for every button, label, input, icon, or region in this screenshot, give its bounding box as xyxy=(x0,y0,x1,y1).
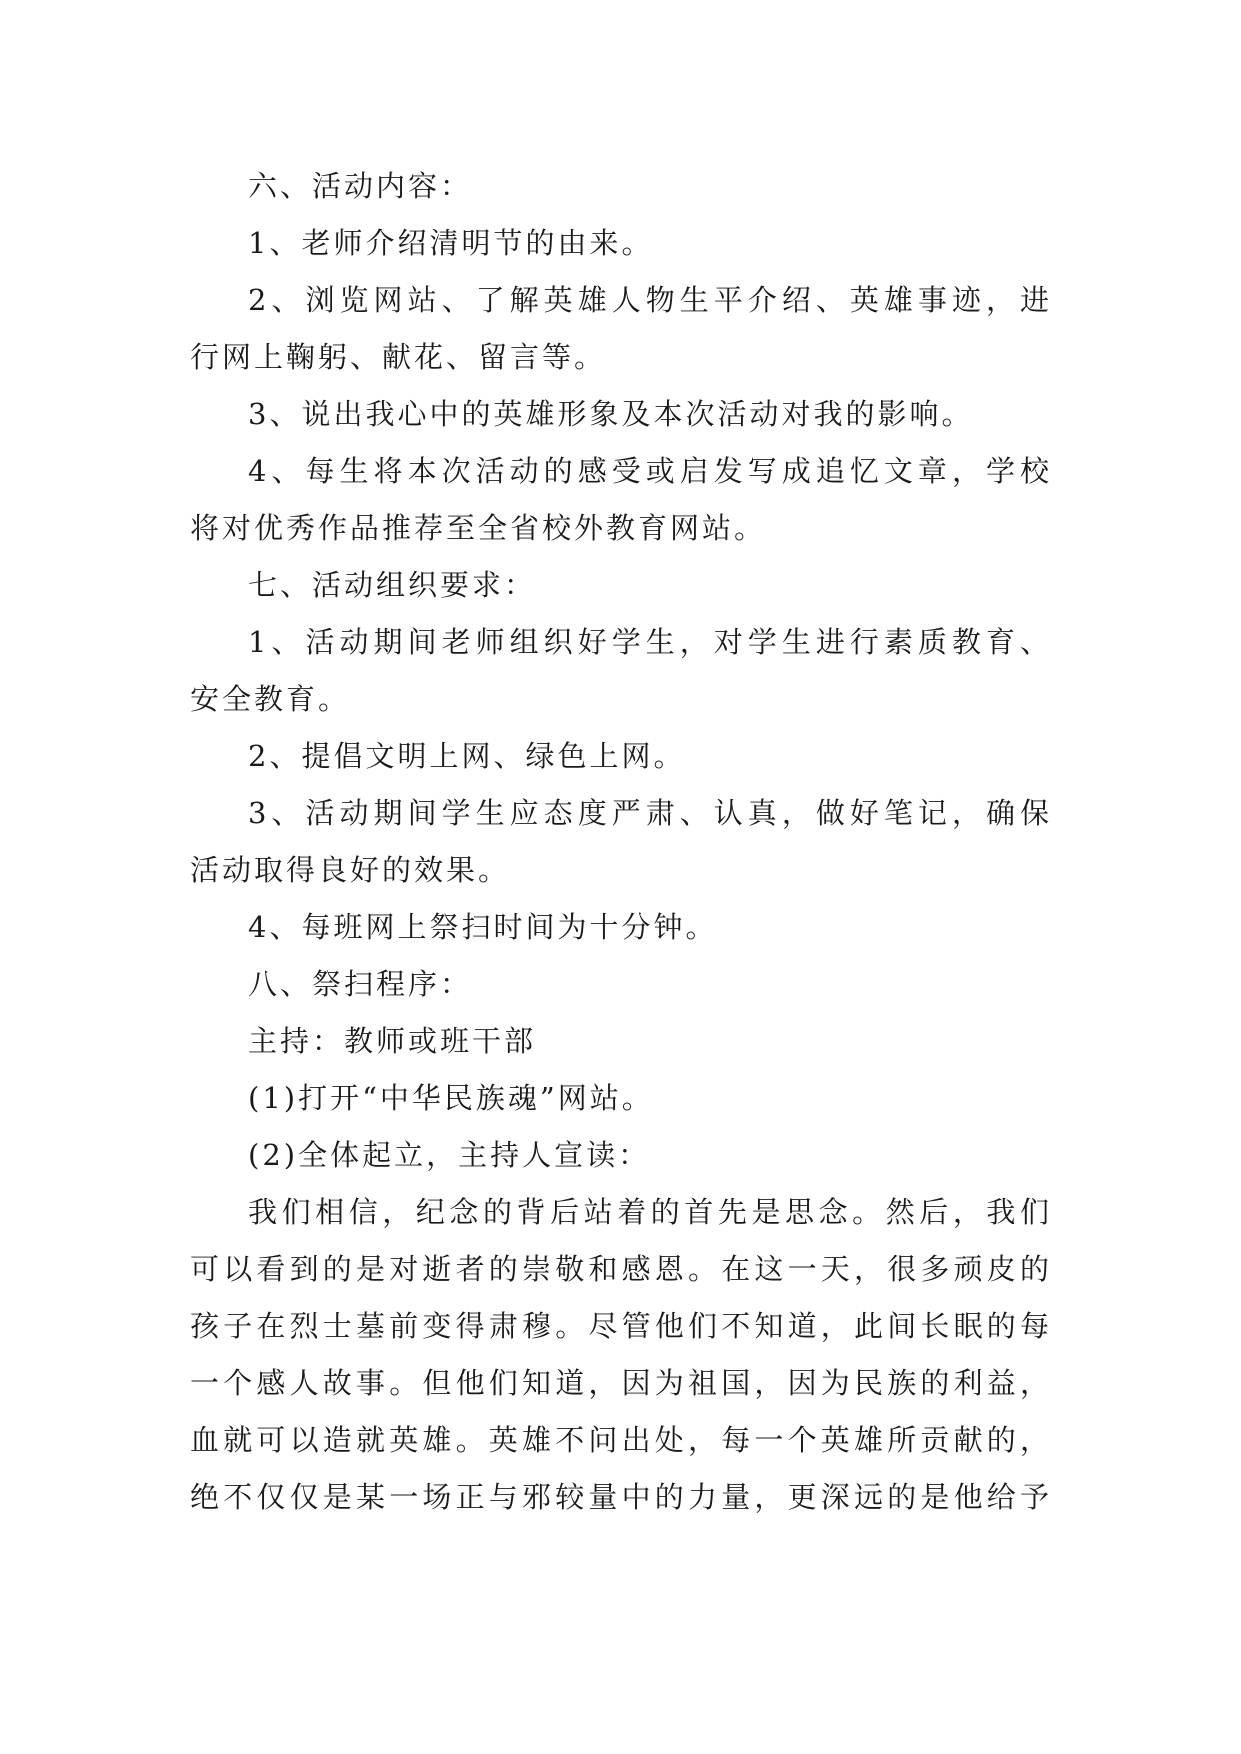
text-line: 可以看到的是对逝者的崇敬和感恩。在这一天，很多顽皮的 xyxy=(190,1252,1052,1286)
text-line: 血就可以造就英雄。英雄不问出处，每一个英雄所贡献的， xyxy=(190,1423,1052,1457)
text-line: 一个感人故事。但他们知道，因为祖国，因为民族的利益， xyxy=(190,1366,1052,1400)
document-page xyxy=(190,158,1052,1526)
text-line: 主持：教师或班干部 xyxy=(248,1024,537,1058)
list-item xyxy=(190,728,1052,785)
list-item xyxy=(190,899,1052,956)
list-item xyxy=(190,785,1052,899)
procedure-step xyxy=(190,1070,1052,1127)
text-line: 活动取得良好的效果。 xyxy=(190,853,511,887)
text-line: 将对优秀作品推荐至全省校外教育网站。 xyxy=(190,511,767,545)
text-line: 七、活动组织要求： xyxy=(248,568,537,602)
host-line xyxy=(190,1013,1052,1070)
text-line: 行网上鞠躬、献花、留言等。 xyxy=(190,340,607,374)
text-line: (2)全体起立，主持人宣读： xyxy=(248,1138,651,1172)
text-line: 2、浏览网站、了解英雄人物生平介绍、英雄事迹，进 xyxy=(248,283,1052,317)
section-heading-activity-content xyxy=(190,158,1052,215)
text-line: 1、活动期间老师组织好学生，对学生进行素质教育、 xyxy=(248,625,1052,659)
text-line: 3、说出我心中的英雄形象及本次活动对我的影响。 xyxy=(248,397,974,431)
speech-paragraph xyxy=(190,1184,1052,1526)
text-line: 4、每班网上祭扫时间为十分钟。 xyxy=(248,910,718,944)
text-line: 1、老师介绍清明节的由来。 xyxy=(248,226,654,260)
text-line: 我们相信，纪念的背后站着的首先是思念。然后，我们 xyxy=(248,1195,1052,1229)
text-line: 六、活动内容： xyxy=(248,169,473,203)
text-line: 绝不仅仅是某一场正与邪较量中的力量，更深远的是他给予 xyxy=(190,1480,1052,1514)
section-heading-organization-requirements xyxy=(190,557,1052,614)
text-line: (1)打开“中华民族魂”网站。 xyxy=(248,1081,654,1115)
list-item xyxy=(190,614,1052,728)
text-line: 4、每生将本次活动的感受或启发写成追忆文章，学校 xyxy=(248,454,1052,488)
procedure-step xyxy=(190,1127,1052,1184)
text-line: 孩子在烈士墓前变得肃穆。尽管他们不知道，此间长眠的每 xyxy=(190,1309,1052,1343)
text-line: 八、祭扫程序： xyxy=(248,967,473,1001)
list-item xyxy=(190,386,1052,443)
list-item xyxy=(190,272,1052,386)
list-item xyxy=(190,443,1052,557)
text-line: 安全教育。 xyxy=(190,682,351,716)
text-line: 2、提倡文明上网、绿色上网。 xyxy=(248,739,686,773)
list-item xyxy=(190,215,1052,272)
section-heading-memorial-procedure xyxy=(190,956,1052,1013)
text-line: 3、活动期间学生应态度严肃、认真，做好笔记，确保 xyxy=(248,796,1052,830)
